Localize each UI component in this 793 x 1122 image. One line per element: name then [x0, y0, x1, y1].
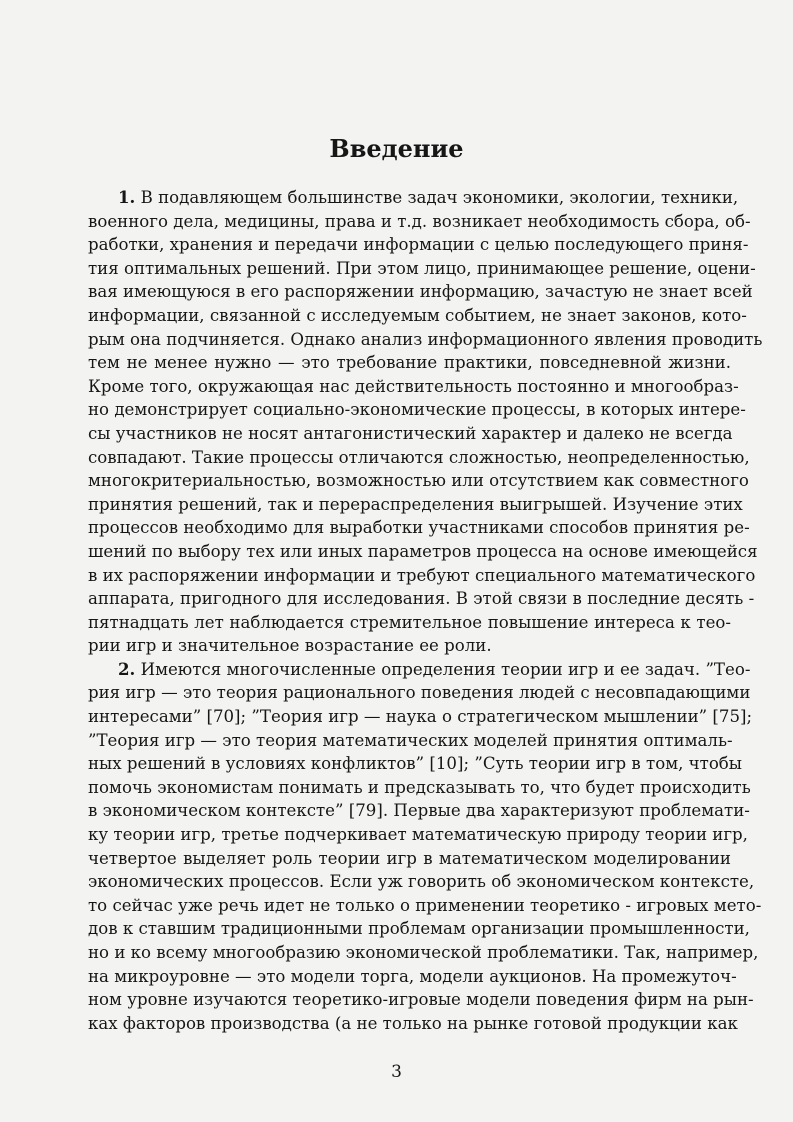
text-line: вая имеющуюся в его распоряжении информацию, зачастую не знает всей [88, 282, 753, 302]
text-line: работки, хранения и передачи информации с целью последующего приня- [88, 235, 749, 255]
text-line: интересами” [70]; ”Теория игр — наука о стратегическом мышлении” [75]; [88, 707, 753, 727]
text-line-content: Имеются многочисленные определения теории игр и ее задач. ”Тео- [140, 659, 751, 679]
text-line-content: В подавляющем большинстве задач экономики, экологии, техники, [140, 188, 739, 207]
text-line: сы участников не носят антагонистический характер и далеко не всегда [88, 423, 733, 443]
text-line: ”Теория игр — это теория математических моделей принятия оптималь- [88, 730, 733, 750]
text-line: рии игр и значительное возрастание ее роли. [88, 636, 492, 656]
text-line: рия игр — это теория рационального поведения людей с несовпадающими [88, 683, 751, 703]
text-line [88, 658, 751, 682]
text-line: многокритериальностью, возможностью или отсутствием как совместного [88, 471, 749, 491]
text-line: ку теории игр, третье подчеркивает математическую природу теории игр, [88, 825, 748, 845]
text-line: на микроуровне — это модели торга, модели аукционов. На промежуточ- [88, 966, 737, 986]
text-line: процессов необходимо для выработки участниками способов принятия ре- [88, 518, 750, 538]
text-line: помочь экономистам понимать и предсказывать то, что будет происходить [88, 777, 751, 797]
text-line: пятнадцать лет наблюдается стремительное повышение интереса к тео- [88, 612, 731, 632]
text-line: в их распоряжении информации и требуют специального математического [88, 565, 756, 585]
section-heading: Введение [329, 134, 464, 163]
text-line: аппарата, пригодного для исследования. В этой связи в последние десять - [88, 589, 755, 609]
paragraph-1 [88, 186, 763, 658]
text-line: дов к ставшим традиционными проблемам организации промышленности, [88, 919, 750, 939]
text-line: ках факторов производства (а не только на рынке готовой продукции как [88, 1013, 738, 1033]
text-line: принятия решений, так и перераспределения выигрышей. Изучение этих [88, 494, 743, 514]
paragraph-number: 2. [118, 658, 136, 679]
text-line: шений по выбору тех или иных параметров процесса на основе имеющейся [88, 541, 758, 561]
page-number: 3 [391, 1062, 402, 1082]
text-line: ных решений в условиях конфликтов” [10]; ”Суть теории игр в том, чтобы [88, 754, 743, 774]
text-line: экономических процессов. Если уж говорить об экономическом контексте, [88, 872, 755, 892]
text-line: тия оптимальных решений. При этом лицо, принимающее решение, оцени- [88, 258, 756, 278]
text-line: ном уровне изучаются теоретико-игровые модели поведения фирм на рын- [88, 990, 754, 1010]
paragraph-2 [88, 658, 762, 1036]
body-text [88, 186, 763, 1035]
text-line [88, 186, 739, 210]
text-line: информации, связанной с исследуемым событием, не знает законов, кото- [88, 305, 747, 325]
text-line: Кроме того, окружающая нас действительность постоянно и многообраз- [88, 376, 739, 396]
text-line: но и ко всему многообразию экономической проблематики. Так, например, [88, 943, 759, 962]
text-line: но демонстрирует социально-экономические процессы, в которых интере- [88, 400, 746, 420]
text-line: рым она подчиняется. Однако анализ информационного явления проводить [88, 329, 763, 349]
text-line: совпадают. Такие процессы отличаются сложностью, неопределенностью, [88, 447, 750, 467]
text-line: тем не менее нужно — это требование практики, повседневной жизни. [88, 353, 731, 373]
paragraph-number: 1. [118, 187, 136, 207]
text-line: то сейчас уже речь идет не только о применении теоретико - игровых мето- [88, 895, 762, 915]
text-line: в экономическом контексте” [79]. Первые два характеризуют проблемати- [88, 801, 750, 821]
text-line: четвертое выделяет роль теории игр в математическом моделировании [88, 848, 731, 868]
text-line: военного дела, медицины, права и т.д. возникает необходимость сбора, об- [88, 211, 751, 231]
